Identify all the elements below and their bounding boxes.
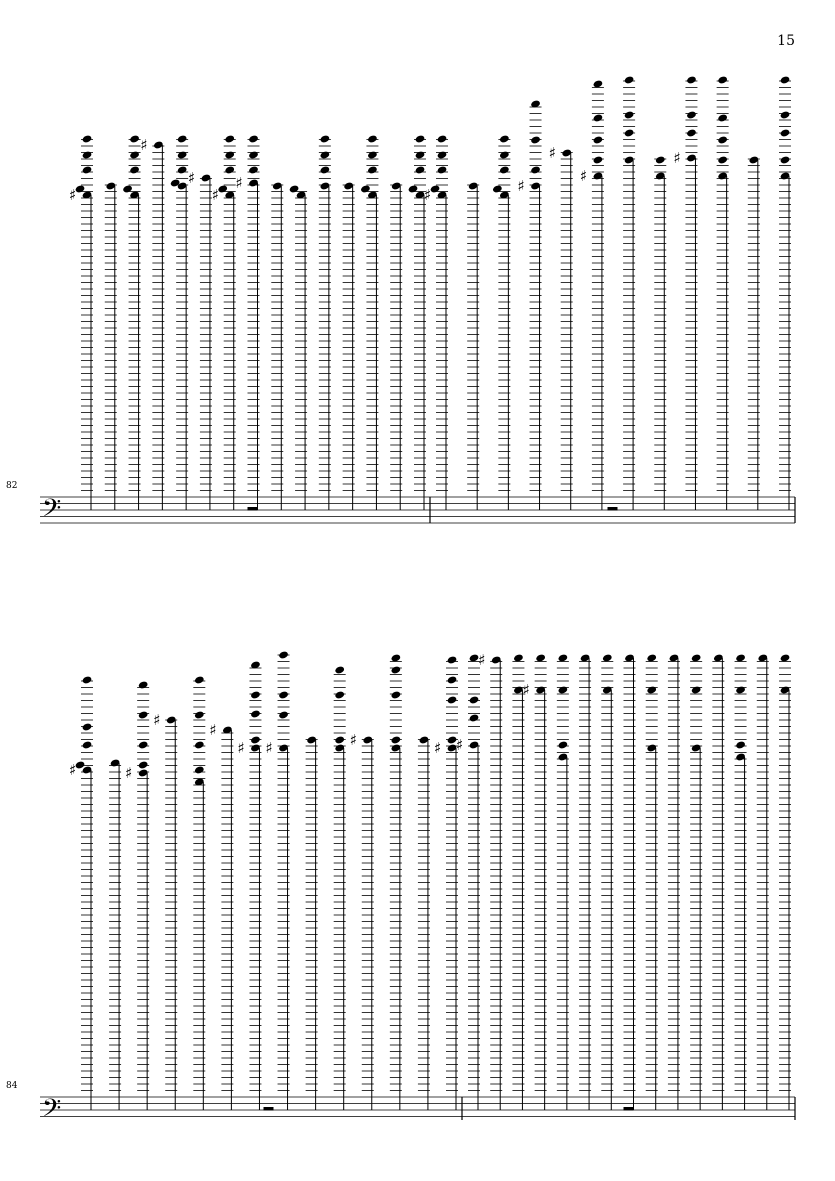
page-number: 15 [777,33,795,49]
chord [478,651,502,1110]
notehead [82,740,93,749]
chord [319,134,331,510]
notehead [334,735,345,744]
notehead [447,695,458,704]
chord [109,758,121,1110]
notehead [735,740,746,749]
notehead [129,134,140,143]
notehead [122,184,133,193]
notehead [415,134,426,143]
notehead [558,740,569,749]
chord [712,653,724,1110]
half-rest [264,1107,274,1111]
notehead [499,165,510,174]
notehead [278,710,289,719]
notehead [224,150,235,159]
sharp-icon: ♯ [235,174,243,192]
sharp-icon: ♯ [209,721,217,739]
notehead [437,134,448,143]
notehead [430,184,441,193]
chord [334,665,346,1110]
notehead [224,134,235,143]
sharp-icon: ♯ [673,149,681,167]
notehead [686,110,697,119]
notehead [278,690,289,699]
chord [212,134,236,510]
chord [717,75,729,510]
measure-number: 82 [6,481,18,491]
chord [549,144,573,510]
chord [105,181,117,510]
notehead [224,165,235,174]
chord [557,653,569,1110]
chord [646,653,658,1110]
notehead [655,155,666,164]
sharp-icon: ♯ [140,136,148,154]
chord [237,660,261,1110]
chord [580,79,604,510]
notehead [194,710,205,719]
sharp-icon: ♯ [478,651,486,669]
chord [492,134,510,510]
sharp-icon: ♯ [434,739,442,757]
notehead [558,685,569,694]
notehead [624,75,635,84]
notehead [593,135,604,144]
notehead [646,685,657,694]
notehead [780,128,791,137]
sharp-icon: ♯ [237,739,245,757]
chord [434,655,458,1110]
chord [518,99,542,510]
chord [654,155,666,510]
chord [456,653,480,1110]
notehead [691,685,702,694]
chord [748,155,760,510]
notehead [248,134,259,143]
notehead [780,155,791,164]
sharp-icon: ♯ [522,681,530,699]
notehead [624,110,635,119]
chord [193,675,205,1110]
chord [69,675,93,1110]
notehead [735,685,746,694]
notehead [194,675,205,684]
notehead [278,650,289,659]
chord [209,721,233,1110]
sharp-icon: ♯ [265,739,273,757]
notehead [138,710,149,719]
chord [122,134,140,510]
notehead [492,184,503,193]
sharp-icon: ♯ [517,177,525,195]
notehead [717,75,728,84]
notehead [320,134,331,143]
bass-clef-icon: 𝄢 [42,1094,62,1120]
notehead [499,150,510,159]
chord [424,134,448,510]
notehead [717,155,728,164]
half-rest [248,507,258,511]
notehead [129,150,140,159]
notehead [250,690,261,699]
chord [512,653,524,1110]
chord [735,653,747,1110]
notehead [367,165,378,174]
notehead [248,150,259,159]
notehead [367,150,378,159]
chord [673,75,697,510]
sharp-icon: ♯ [69,761,77,779]
notehead [415,150,426,159]
notehead [469,695,480,704]
notehead [194,740,205,749]
half-rest [608,507,618,511]
notehead [593,155,604,164]
chord [360,134,378,510]
chord [779,653,791,1110]
notehead [686,75,697,84]
notehead [437,165,448,174]
notehead [250,709,261,718]
chord [236,134,260,510]
notehead [82,150,93,159]
bass-clef-icon: 𝄢 [42,494,62,529]
notehead [250,735,261,744]
notehead [367,134,378,143]
sharp-icon: ♯ [424,186,432,204]
notehead [82,722,93,731]
notehead [320,150,331,159]
music-system-1 [0,0,835,560]
sharp-icon: ♯ [548,144,556,162]
notehead [391,690,402,699]
notehead [780,110,791,119]
chord [390,653,402,1110]
notehead [138,740,149,749]
half-rest [624,1107,634,1111]
sharp-icon: ♯ [153,711,161,729]
notehead [194,765,205,774]
notehead [593,113,604,122]
chord [523,653,547,1110]
chord [601,653,613,1110]
notehead [248,165,259,174]
chord [266,650,290,1110]
notehead [138,680,149,689]
sharp-icon: ♯ [579,167,588,185]
chord [188,169,212,510]
notehead [82,134,93,143]
notehead [530,135,541,144]
chord [153,711,177,1110]
sharp-icon: ♯ [187,169,196,187]
notehead [686,128,697,137]
notehead [391,665,402,674]
chord [69,134,93,510]
notehead [530,165,541,174]
chord [289,184,307,510]
notehead [415,165,426,174]
sharp-icon: ♯ [69,186,77,204]
notehead [717,113,728,122]
sharp-icon: ♯ [125,764,133,782]
notehead [334,665,345,674]
notehead [717,135,728,144]
chord [690,653,702,1110]
music-system-2 [0,560,835,1120]
notehead [408,184,419,193]
notehead [177,150,188,159]
chord [623,75,635,510]
chord [579,653,591,1110]
chord [390,181,402,510]
notehead [82,165,93,174]
notehead [320,165,331,174]
chord [350,731,374,1110]
measure-number: 84 [6,1081,18,1091]
notehead [447,675,458,684]
notehead [360,184,371,193]
notehead [780,75,791,84]
chord [125,680,149,1110]
sharp-icon: ♯ [456,736,464,754]
chord [170,134,188,510]
notehead [138,760,149,769]
sharp-icon: ♯ [211,186,219,204]
chord [306,735,318,1110]
chord [779,75,791,510]
notehead [177,134,188,143]
chord [418,735,430,1110]
sharp-icon: ♯ [349,731,358,749]
notehead [75,184,86,193]
notehead [334,690,345,699]
notehead [391,735,402,744]
notehead [289,184,300,193]
notehead [437,150,448,159]
chord [467,181,479,510]
chord [668,653,680,1110]
notehead [82,675,93,684]
chord [343,181,355,510]
notehead [177,165,188,174]
notehead [624,128,635,137]
chord [624,653,636,1110]
notehead [499,134,510,143]
notehead [75,760,86,769]
chord [140,136,164,510]
chord [757,653,769,1110]
notehead [217,184,228,193]
chord [271,181,283,510]
notehead [447,655,458,664]
notehead [129,165,140,174]
notehead [469,713,480,722]
